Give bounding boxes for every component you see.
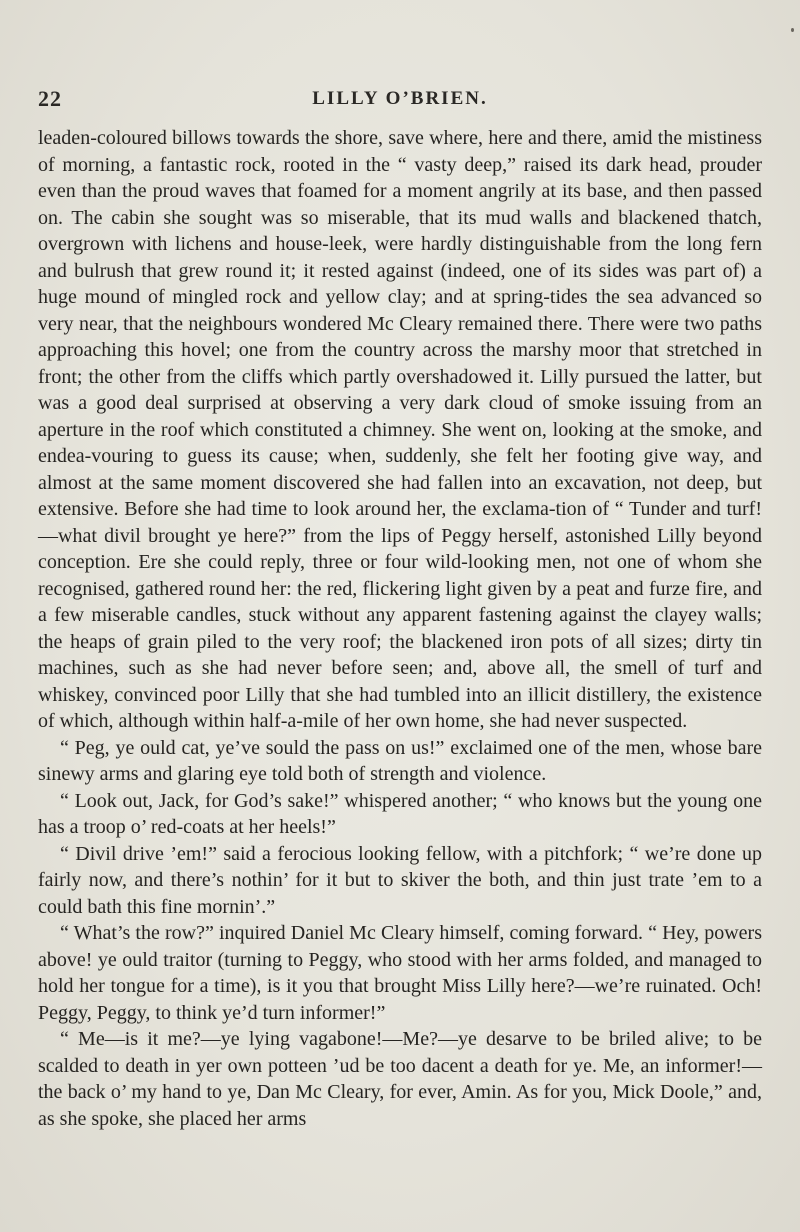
paragraph: “ Peg, ye ould cat, ye’ve sould the pass on us!” exclaimed one of the men, whose bare sinewy arms and glaring eye told both of strength and violence. xyxy=(38,736,762,785)
paper-speck xyxy=(791,28,794,32)
body-text xyxy=(38,125,762,1132)
running-title: LILLY O’BRIEN. xyxy=(312,88,488,109)
page-number: 22 xyxy=(38,86,62,111)
paragraph: “ What’s the row?” inquired Daniel Mc Cleary himself, coming forward. “ Hey, powers above! ye ould traitor (turning to Peggy, who stood with her arms folded, and managed to hold her tongue for a time), is it you that brought Miss Lilly here?—we’re ruinated. Och! Peggy, Peggy, to think ye’d turn informer!” xyxy=(38,922,762,1024)
paragraph: leaden-coloured billows towards the shore, save where, here and there, amid the mistiness of morning, a fantastic rock, rooted in the “ vasty deep,” raised its dark head, prouder even than the proud waves that foamed for a moment angrily at its base, and then passed on. The cabin she sought was so miserable, that its mud walls and blackened thatch, overgrown with lichens and house-leek, were hardly distinguishable from the long fern and bulrush that grew round it; it rested against (indeed, one of its sides was part of) a huge mound of mingled rock and yellow clay; and at spring-tides the sea advanced so very near, that the neighbours wondered Mc Cleary remained there. There were two paths approaching this hovel; one from the country across the marshy moor that stretched in front; the other from the cliffs which partly overshadowed it. Lilly pursued the latter, but was a good deal surprised at observing a very dark cloud of smoke issuing from an aperture in the roof which constituted a chimney. She went on, looking at the smoke, and endea-vouring to guess its cause; when, suddenly, she felt her footing give way, and almost at the same moment discovered she had fallen into an excavation, not deep, but extensive. Before she had time to look around her, the exclama-tion of “ Tunder and turf!—what divil brought ye here?” from the lips of Peggy herself, astonished Lilly beyond conception. Ere she could reply, three or four wild-looking men, not one of whom she recognised, gathered round her: the red, flickering light given by a peat and furze fire, and a few miserable candles, stuck without any apparent fastening against the clayey walls; the heaps of grain piled to the very roof; the blackened iron pots of all sizes; dirty tin machines, such as she had never before seen; and, above all, the smell of turf and whiskey, convinced poor Lilly that she had tumbled into an illicit distillery, the existence of which, although within half-a-mile of her own home, she had never suspected. xyxy=(38,127,762,732)
page-header xyxy=(38,86,762,116)
paragraph: “ Divil drive ’em!” said a ferocious looking fellow, with a pitchfork; “ we’re done up fairly now, and there’s nothin’ for it but to skiver the both, and thin just trate ’em to a could bath this fine mornin’.” xyxy=(38,842,762,918)
paragraph: “ Look out, Jack, for God’s sake!” whispered another; “ who knows but the young one has a troop o’ red-coats at her heels!” xyxy=(38,789,762,838)
paragraph: “ Me—is it me?—ye lying vagabone!—Me?—ye desarve to be briled alive; to be scalded to death in yer own potteen ’ud be too dacent a death for ye. Me, an informer!—the back o’ my hand to ye, Dan Mc Cleary, for ever, Amin. As for you, Mick Doole,” and, as she spoke, she placed her arms xyxy=(38,1028,762,1130)
